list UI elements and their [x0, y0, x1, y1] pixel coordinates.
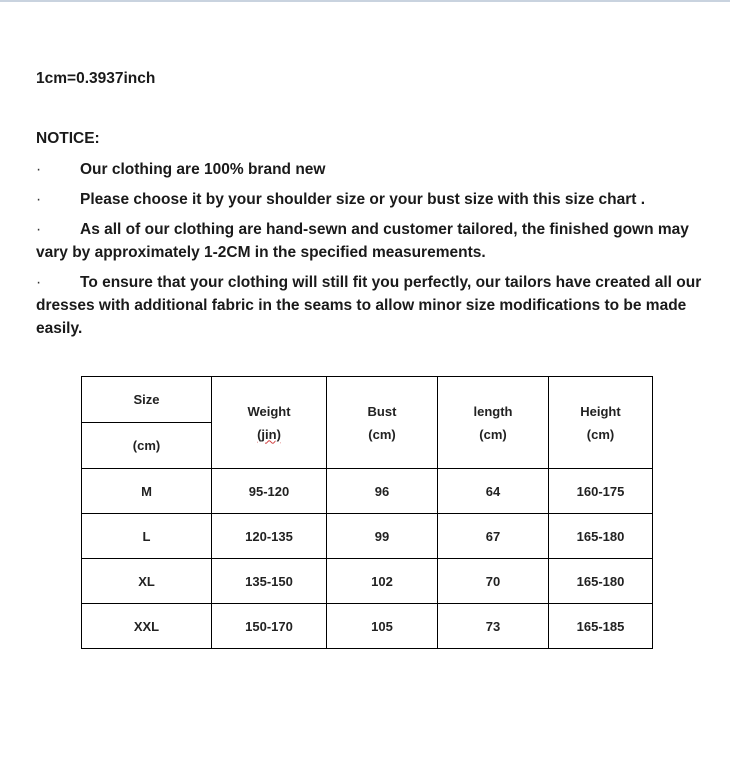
bullet-icon: · [36, 161, 42, 178]
header-weight [212, 377, 327, 469]
bullet-icon: · [36, 274, 42, 291]
cell-bust: 102 [327, 559, 438, 604]
header-length [438, 377, 549, 469]
notice-text: To ensure that your clothing will still fit you perfectly, our tailors have created all our dresses with additional fabric in the seams to allow minor size modifications to be made easily. [36, 274, 702, 337]
cell-size: XL [82, 559, 212, 604]
table-row [82, 604, 653, 649]
cell-height: 165-180 [549, 559, 653, 604]
notice-text: Please choose it by your shoulder size or your bust size with this size chart . [80, 191, 646, 208]
table-row [82, 469, 653, 514]
bullet-icon: · [36, 191, 42, 208]
notice-text: Our clothing are 100% brand new [80, 161, 326, 178]
header-size-unit: (cm) [82, 423, 212, 469]
cell-weight: 95-120 [212, 469, 327, 514]
cell-weight: 150-170 [212, 604, 327, 649]
header-size: Size [82, 377, 212, 423]
cell-length: 70 [438, 559, 549, 604]
unit-conversion: 1cm=0.3937inch [36, 70, 156, 87]
cell-size: XXL [82, 604, 212, 649]
cell-length: 67 [438, 514, 549, 559]
header-height-unit: (cm) [586, 426, 615, 442]
cell-height: 165-185 [549, 604, 653, 649]
cell-length: 73 [438, 604, 549, 649]
cell-bust: 96 [327, 469, 438, 514]
header-length-unit: (cm) [479, 426, 507, 442]
table-header-row [82, 377, 653, 423]
header-height-label: Height [580, 403, 621, 419]
cell-size: M [82, 469, 212, 514]
notice-item [36, 188, 706, 211]
table-row [82, 514, 653, 559]
bullet-icon: · [36, 221, 42, 238]
header-height [549, 377, 653, 469]
cell-weight: 135-150 [212, 559, 327, 604]
header-weight-label: Weight [247, 403, 291, 419]
table-row [82, 559, 653, 604]
size-chart-table [81, 376, 653, 649]
header-weight-unit: (jin) [257, 426, 281, 442]
cell-size: L [82, 514, 212, 559]
cell-length: 64 [438, 469, 549, 514]
cell-bust: 105 [327, 604, 438, 649]
notice-item [36, 158, 706, 181]
notice-item [36, 271, 706, 340]
cell-weight: 120-135 [212, 514, 327, 559]
cell-bust: 99 [327, 514, 438, 559]
header-bust-unit: (cm) [368, 426, 396, 442]
top-divider [0, 0, 730, 2]
header-bust-label: Bust [367, 403, 397, 419]
cell-height: 160-175 [549, 469, 653, 514]
cell-height: 165-180 [549, 514, 653, 559]
notice-item [36, 218, 706, 264]
notice-title: NOTICE: [36, 130, 100, 147]
notice-text: As all of our clothing are hand-sewn and customer tailored, the finished gown may vary by approximately 1-2CM in the specified measurements. [36, 221, 689, 261]
header-length-label: length [473, 403, 513, 419]
header-bust [327, 377, 438, 469]
